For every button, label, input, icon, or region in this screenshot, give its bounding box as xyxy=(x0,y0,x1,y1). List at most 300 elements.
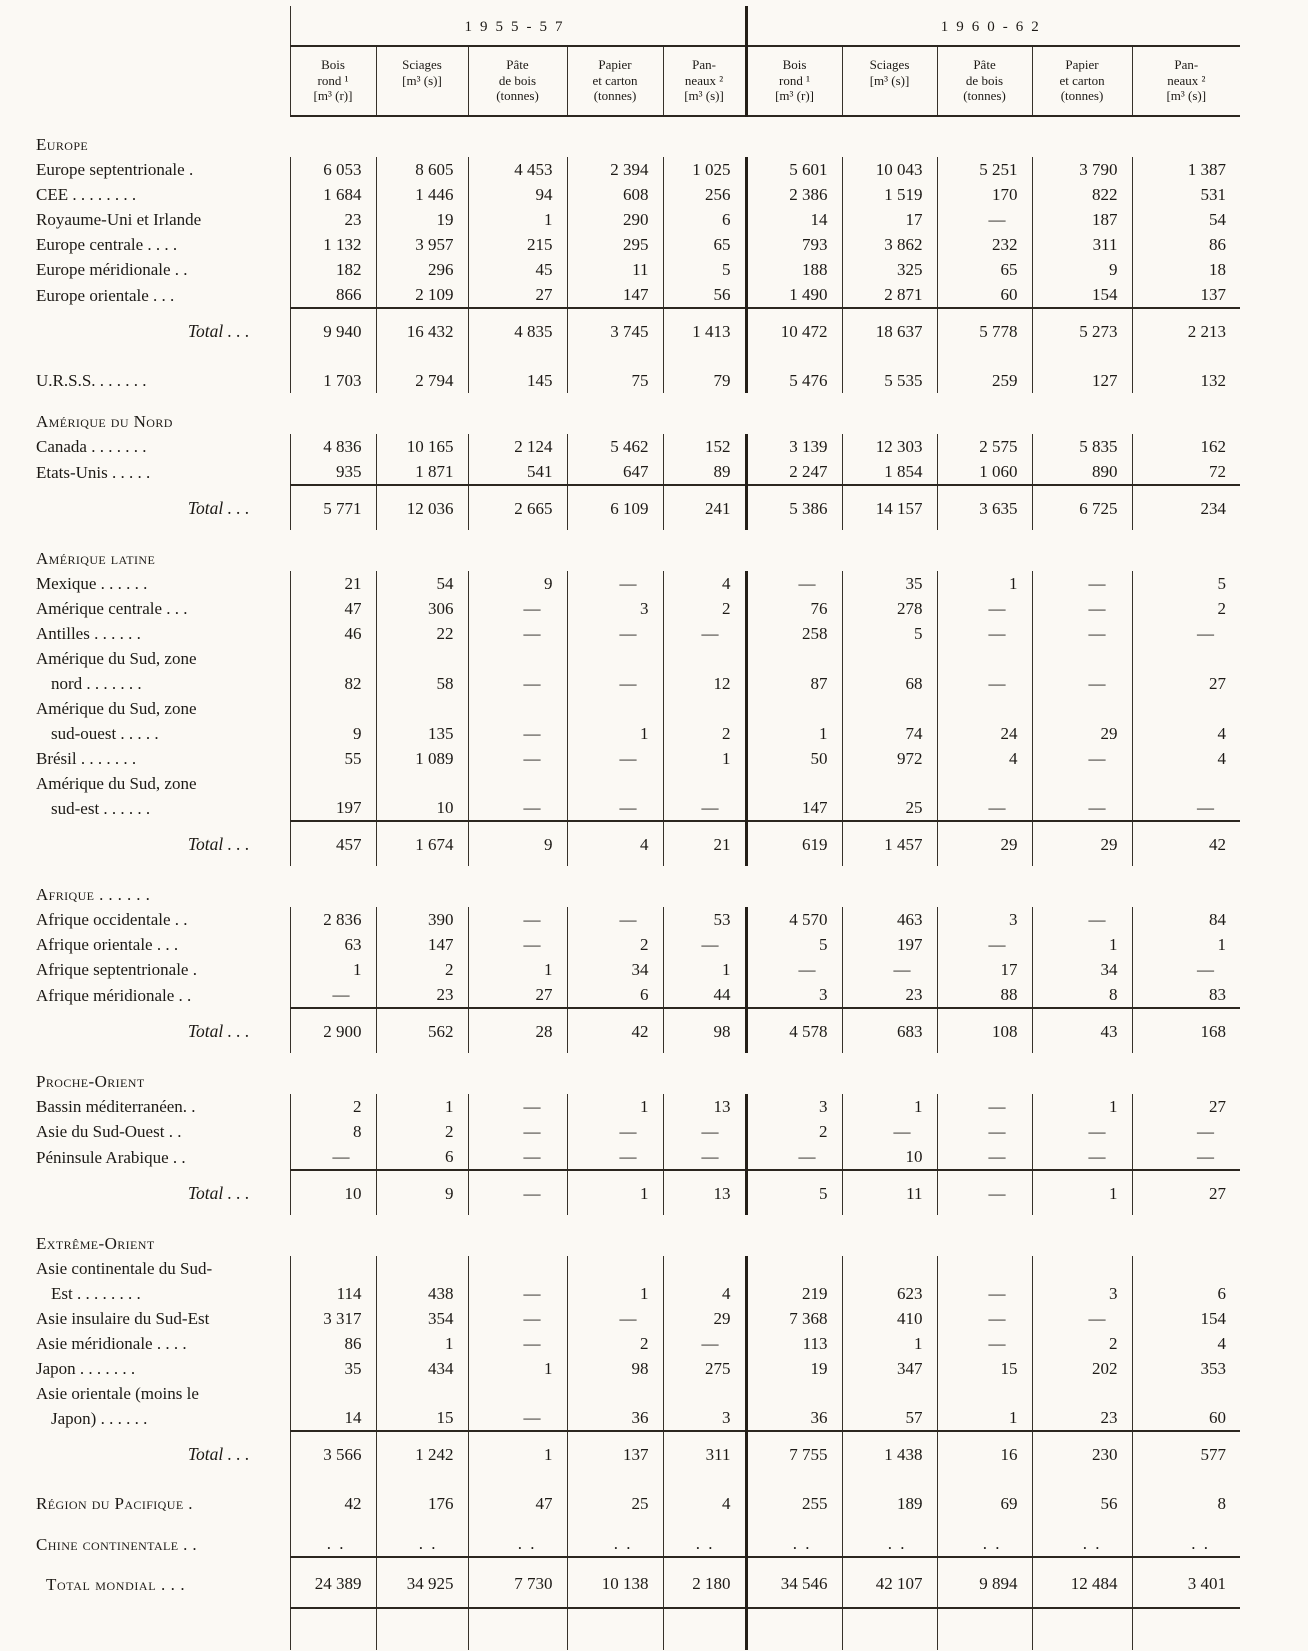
value-cell: 27 xyxy=(1132,646,1240,696)
row-label: Europe centrale . . . . xyxy=(36,234,178,254)
value-cell: 197 xyxy=(842,932,937,957)
value-cell: 4 xyxy=(567,821,663,866)
value-cell: — xyxy=(663,1144,746,1170)
value-cell: — xyxy=(567,1119,663,1144)
value-cell: 1 446 xyxy=(376,182,468,207)
value-cell xyxy=(376,1608,468,1650)
value-cell: — xyxy=(937,1306,1032,1331)
value-cell: 113 xyxy=(746,1331,842,1356)
value-cell: 5 386 xyxy=(746,485,842,530)
column-header-bois-rond-1955-57: Bois rond ¹ [m³ (r)] xyxy=(290,46,376,116)
value-cell: — xyxy=(567,771,663,821)
value-cell: 215 xyxy=(468,232,567,257)
stub-header xyxy=(0,6,290,46)
value-cell: 108 xyxy=(937,1008,1032,1053)
value-cell: 147 xyxy=(376,932,468,957)
value-cell: 132 xyxy=(1132,353,1240,393)
row-label: U.R.S.S. . . . . . . xyxy=(36,370,147,390)
value-cell: 10 xyxy=(290,1170,376,1215)
value-cell: 154 xyxy=(1032,282,1132,308)
value-cell: — xyxy=(937,596,1032,621)
period-label-1955-57: 1955-57 xyxy=(290,6,746,46)
data-row xyxy=(0,932,1240,957)
value-cell: 434 xyxy=(376,1356,468,1381)
value-cell: 13 xyxy=(663,1170,746,1215)
row-label: Asie orientale (moins le Japon) . . . . . . xyxy=(36,1383,199,1428)
value-cell: 36 xyxy=(746,1381,842,1431)
row-label: Afrique . . . . . . xyxy=(36,884,151,904)
value-cell: 19 xyxy=(376,207,468,232)
section-row xyxy=(0,530,1240,571)
value-cell: 2 180 xyxy=(663,1557,746,1608)
column-header-papier-et-carton-1955-57: Papier et carton (tonnes) xyxy=(567,46,663,116)
row-label: Total . . . xyxy=(187,1182,250,1203)
data-row xyxy=(0,982,1240,1008)
value-cell: 137 xyxy=(1132,282,1240,308)
value-cell: 4 xyxy=(1132,696,1240,746)
value-cell: . . xyxy=(376,1516,468,1557)
value-cell: 43 xyxy=(1032,1008,1132,1053)
value-cell: 1 519 xyxy=(842,182,937,207)
value-cell: 5 273 xyxy=(1032,308,1132,353)
value-cell: . . xyxy=(663,1516,746,1557)
filler-row xyxy=(0,1608,1240,1650)
value-cell: 1 xyxy=(746,696,842,746)
value-cell: — xyxy=(468,1256,567,1306)
value-cell: 5 476 xyxy=(746,353,842,393)
value-cell: 457 xyxy=(290,821,376,866)
value-cell: — xyxy=(842,957,937,982)
value-cell: 1 xyxy=(567,1094,663,1119)
value-cell: — xyxy=(937,1144,1032,1170)
data-row xyxy=(0,459,1240,485)
row-label: Asie du Sud-Ouest . . xyxy=(36,1121,182,1141)
column-header-sciages-1955-57: Sciages [m³ (s)] xyxy=(376,46,468,116)
value-cell: 25 xyxy=(567,1476,663,1516)
value-cell: 17 xyxy=(842,207,937,232)
value-cell: 1 xyxy=(937,1381,1032,1431)
value-cell: 1 xyxy=(376,1331,468,1356)
data-row xyxy=(0,1476,1240,1516)
column-header-panneaux-1955-57: Pan- neaux ² [m³ (s)] xyxy=(663,46,746,116)
value-cell: 83 xyxy=(1132,982,1240,1008)
value-cell: 2 xyxy=(663,696,746,746)
value-cell: — xyxy=(937,1256,1032,1306)
section-row xyxy=(0,1053,1240,1094)
value-cell: . . xyxy=(842,1516,937,1557)
value-cell: — xyxy=(468,1094,567,1119)
value-cell: — xyxy=(937,207,1032,232)
value-cell: 137 xyxy=(567,1431,663,1476)
row-label: Japon . . . . . . . xyxy=(36,1358,136,1378)
data-row xyxy=(0,1119,1240,1144)
value-cell: — xyxy=(1032,907,1132,932)
value-cell: 683 xyxy=(842,1008,937,1053)
value-cell: 347 xyxy=(842,1356,937,1381)
value-cell: 1 xyxy=(1032,932,1132,957)
value-cell: 29 xyxy=(663,1306,746,1331)
value-cell: 353 xyxy=(1132,1356,1240,1381)
value-cell: 4 578 xyxy=(746,1008,842,1053)
value-cell: 4 836 xyxy=(290,434,376,459)
value-cell: 4 xyxy=(663,571,746,596)
value-cell: 311 xyxy=(663,1431,746,1476)
value-cell: 2 xyxy=(1032,1331,1132,1356)
data-row xyxy=(0,257,1240,282)
section-row xyxy=(0,116,1240,157)
value-cell: — xyxy=(1032,646,1132,696)
value-cell: 256 xyxy=(663,182,746,207)
value-cell: — xyxy=(567,1144,663,1170)
row-label: Brésil . . . . . . . xyxy=(36,748,137,768)
value-cell: . . xyxy=(290,1516,376,1557)
value-cell: — xyxy=(567,907,663,932)
value-cell: 145 xyxy=(468,353,567,393)
value-cell: 972 xyxy=(842,746,937,771)
value-cell: 114 xyxy=(290,1256,376,1306)
value-cell: 3 139 xyxy=(746,434,842,459)
value-cell: 4 xyxy=(663,1476,746,1516)
value-cell: 2 386 xyxy=(746,182,842,207)
column-header-pate-de-bois-1960-62: Pâte de bois (tonnes) xyxy=(937,46,1032,116)
value-cell: 2 xyxy=(376,1119,468,1144)
value-cell: 5 xyxy=(663,257,746,282)
value-cell: 1 xyxy=(1032,1170,1132,1215)
data-row xyxy=(0,1256,1240,1306)
data-row xyxy=(0,1331,1240,1356)
value-cell: — xyxy=(468,696,567,746)
value-cell: — xyxy=(663,621,746,646)
value-cell: 258 xyxy=(746,621,842,646)
value-cell: — xyxy=(937,646,1032,696)
row-label: Asie méridionale . . . . xyxy=(36,1333,187,1353)
value-cell: 647 xyxy=(567,459,663,485)
row-label: Chine continentale . . xyxy=(36,1534,198,1554)
row-label: Amérique du Sud, zone nord . . . . . . . xyxy=(36,648,197,693)
row-label: Canada . . . . . . . xyxy=(36,436,147,456)
value-cell: 1 xyxy=(376,1094,468,1119)
value-cell: 1 438 xyxy=(842,1431,937,1476)
value-cell: 202 xyxy=(1032,1356,1132,1381)
value-cell: 410 xyxy=(842,1306,937,1331)
value-cell: 290 xyxy=(567,207,663,232)
stub-header-cell xyxy=(0,46,290,116)
data-row xyxy=(0,1356,1240,1381)
value-cell: 79 xyxy=(663,353,746,393)
row-label: Total . . . xyxy=(187,1020,250,1041)
value-cell: — xyxy=(842,1119,937,1144)
value-cell: 21 xyxy=(663,821,746,866)
value-cell: 5 778 xyxy=(937,308,1032,353)
value-cell: 86 xyxy=(1132,232,1240,257)
value-cell: 2 xyxy=(567,932,663,957)
value-cell: 4 835 xyxy=(468,308,567,353)
value-cell: 12 xyxy=(663,646,746,696)
value-cell: 45 xyxy=(468,257,567,282)
value-cell: 6 109 xyxy=(567,485,663,530)
data-row xyxy=(0,746,1240,771)
value-cell: 74 xyxy=(842,696,937,746)
data-row xyxy=(0,621,1240,646)
value-cell: 5 462 xyxy=(567,434,663,459)
value-cell: — xyxy=(937,621,1032,646)
value-cell: — xyxy=(468,771,567,821)
row-label: Antilles . . . . . . xyxy=(36,623,141,643)
value-cell: 98 xyxy=(663,1008,746,1053)
data-row xyxy=(0,282,1240,308)
value-cell: 34 546 xyxy=(746,1557,842,1608)
value-cell: — xyxy=(567,746,663,771)
value-cell: 23 xyxy=(376,982,468,1008)
value-cell: 12 484 xyxy=(1032,1557,1132,1608)
value-cell: 1 xyxy=(468,1431,567,1476)
value-cell: 19 xyxy=(746,1356,842,1381)
value-cell: 15 xyxy=(937,1356,1032,1381)
value-cell: 1 242 xyxy=(376,1431,468,1476)
value-cell: 3 745 xyxy=(567,308,663,353)
value-cell: — xyxy=(1132,1144,1240,1170)
total-row xyxy=(0,1431,1240,1476)
value-cell: — xyxy=(468,1306,567,1331)
value-cell: — xyxy=(663,932,746,957)
value-cell: — xyxy=(1032,621,1132,646)
value-cell: 50 xyxy=(746,746,842,771)
value-cell: 182 xyxy=(290,257,376,282)
value-cell: 16 432 xyxy=(376,308,468,353)
value-cell: 42 107 xyxy=(842,1557,937,1608)
value-cell: 541 xyxy=(468,459,567,485)
value-cell: 2 871 xyxy=(842,282,937,308)
value-cell: 36 xyxy=(567,1381,663,1431)
value-cell: 14 157 xyxy=(842,485,937,530)
data-row xyxy=(0,157,1240,182)
value-cell: 6 725 xyxy=(1032,485,1132,530)
value-cell: 55 xyxy=(290,746,376,771)
value-cell: 147 xyxy=(746,771,842,821)
value-cell: — xyxy=(663,1119,746,1144)
value-cell xyxy=(468,1608,567,1650)
data-row xyxy=(0,771,1240,821)
value-cell: — xyxy=(468,932,567,957)
value-cell: 27 xyxy=(468,282,567,308)
value-cell: 2 xyxy=(746,1119,842,1144)
value-cell: 3 xyxy=(567,596,663,621)
row-label: Afrique méridionale . . xyxy=(36,985,192,1005)
value-cell: 27 xyxy=(1132,1094,1240,1119)
value-cell: 13 xyxy=(663,1094,746,1119)
value-cell: 1 xyxy=(567,1256,663,1306)
period-label-1960-62: 1960-62 xyxy=(746,6,1240,46)
value-cell: 1 674 xyxy=(376,821,468,866)
value-cell: — xyxy=(1132,771,1240,821)
value-cell: 9 xyxy=(468,821,567,866)
value-cell: 2 665 xyxy=(468,485,567,530)
value-cell xyxy=(1132,1608,1240,1650)
value-cell: 35 xyxy=(842,571,937,596)
section-row xyxy=(0,866,1240,907)
value-cell: 47 xyxy=(468,1476,567,1516)
value-cell: — xyxy=(468,1170,567,1215)
value-cell: — xyxy=(937,932,1032,957)
column-header-row xyxy=(0,46,1240,116)
column-header-papier-et-carton-1960-62: Papier et carton (tonnes) xyxy=(1032,46,1132,116)
value-cell: 2 575 xyxy=(937,434,1032,459)
value-cell: 2 794 xyxy=(376,353,468,393)
value-cell: — xyxy=(290,982,376,1008)
value-cell: 6 xyxy=(663,207,746,232)
value-cell: 1 025 xyxy=(663,157,746,182)
value-cell: 54 xyxy=(1132,207,1240,232)
value-cell: 10 472 xyxy=(746,308,842,353)
value-cell: 1 xyxy=(663,957,746,982)
value-cell: — xyxy=(746,571,842,596)
data-row xyxy=(0,1094,1240,1119)
value-cell xyxy=(937,1608,1032,1650)
value-cell: — xyxy=(1032,571,1132,596)
section-row xyxy=(0,1215,1240,1256)
value-cell: 935 xyxy=(290,459,376,485)
value-cell: 8 xyxy=(290,1119,376,1144)
value-cell: 42 xyxy=(290,1476,376,1516)
value-cell: 11 xyxy=(567,257,663,282)
value-cell: 3 xyxy=(1032,1256,1132,1306)
value-cell: 35 xyxy=(290,1356,376,1381)
row-label: Amérique centrale . . . xyxy=(36,598,188,618)
value-cell: 6 xyxy=(376,1144,468,1170)
value-cell: 75 xyxy=(567,353,663,393)
value-cell: 135 xyxy=(376,696,468,746)
value-cell: 255 xyxy=(746,1476,842,1516)
value-cell: 9 894 xyxy=(937,1557,1032,1608)
value-cell: . . xyxy=(937,1516,1032,1557)
value-cell: — xyxy=(663,771,746,821)
row-label: Afrique septentrionale . xyxy=(36,959,197,979)
value-cell: 4 570 xyxy=(746,907,842,932)
value-cell: 8 xyxy=(1032,982,1132,1008)
value-cell: 1 854 xyxy=(842,459,937,485)
value-cell: 9 xyxy=(290,696,376,746)
value-cell: . . xyxy=(1132,1516,1240,1557)
value-cell: 1 xyxy=(567,696,663,746)
value-cell: — xyxy=(1032,1144,1132,1170)
value-cell: 162 xyxy=(1132,434,1240,459)
data-row xyxy=(0,957,1240,982)
value-cell: 3 566 xyxy=(290,1431,376,1476)
value-cell: — xyxy=(937,1119,1032,1144)
value-cell: 10 xyxy=(376,771,468,821)
value-cell: 577 xyxy=(1132,1431,1240,1476)
value-cell: — xyxy=(937,771,1032,821)
value-cell: 1 387 xyxy=(1132,157,1240,182)
total-mondial-row xyxy=(0,1557,1240,1608)
value-cell: 29 xyxy=(1032,696,1132,746)
row-label: Mexique . . . . . . xyxy=(36,573,148,593)
value-cell: 219 xyxy=(746,1256,842,1306)
value-cell: 18 637 xyxy=(842,308,937,353)
value-cell: — xyxy=(468,1119,567,1144)
value-cell: — xyxy=(468,646,567,696)
value-cell: 5 xyxy=(842,621,937,646)
value-cell: 325 xyxy=(842,257,937,282)
value-cell: 28 xyxy=(468,1008,567,1053)
value-cell: 72 xyxy=(1132,459,1240,485)
value-cell: 463 xyxy=(842,907,937,932)
value-cell: 65 xyxy=(663,232,746,257)
value-cell: 2 xyxy=(376,957,468,982)
value-cell: 7 368 xyxy=(746,1306,842,1331)
value-cell: 9 xyxy=(376,1170,468,1215)
row-label: Amérique du Nord xyxy=(36,411,173,431)
value-cell: 4 xyxy=(1132,746,1240,771)
value-cell: 42 xyxy=(1132,821,1240,866)
data-row xyxy=(0,696,1240,746)
row-label: Afrique orientale . . . xyxy=(36,934,179,954)
row-label: Amérique du Sud, zone sud-est . . . . . . xyxy=(36,773,197,818)
value-cell: — xyxy=(1032,1119,1132,1144)
value-cell: 152 xyxy=(663,434,746,459)
value-cell: 793 xyxy=(746,232,842,257)
value-cell: 1 132 xyxy=(290,232,376,257)
value-cell: 4 453 xyxy=(468,157,567,182)
value-cell: 354 xyxy=(376,1306,468,1331)
value-cell: 76 xyxy=(746,596,842,621)
value-cell: . . xyxy=(468,1516,567,1557)
value-cell: 15 xyxy=(376,1381,468,1431)
value-cell: 1 xyxy=(468,1356,567,1381)
value-cell: — xyxy=(937,1331,1032,1356)
value-cell: — xyxy=(468,621,567,646)
value-cell: 608 xyxy=(567,182,663,207)
value-cell: 23 xyxy=(842,982,937,1008)
value-cell xyxy=(1032,1608,1132,1650)
value-cell: 8 605 xyxy=(376,157,468,182)
row-label: Total . . . xyxy=(187,320,250,341)
value-cell: — xyxy=(290,1144,376,1170)
value-cell: 94 xyxy=(468,182,567,207)
value-cell: 562 xyxy=(376,1008,468,1053)
value-cell: 2 900 xyxy=(290,1008,376,1053)
value-cell: 2 109 xyxy=(376,282,468,308)
value-cell: 23 xyxy=(290,207,376,232)
column-header-sciages-1960-62: Sciages [m³ (s)] xyxy=(842,46,937,116)
value-cell: 531 xyxy=(1132,182,1240,207)
value-cell: 6 xyxy=(567,982,663,1008)
value-cell: 98 xyxy=(567,1356,663,1381)
value-cell: . . xyxy=(1032,1516,1132,1557)
value-cell: 10 165 xyxy=(376,434,468,459)
value-cell: 822 xyxy=(1032,182,1132,207)
value-cell: 278 xyxy=(842,596,937,621)
value-cell: 58 xyxy=(376,646,468,696)
value-cell: 259 xyxy=(937,353,1032,393)
value-cell: 46 xyxy=(290,621,376,646)
value-cell: 69 xyxy=(937,1476,1032,1516)
value-cell: 127 xyxy=(1032,353,1132,393)
row-label: Péninsule Arabique . . xyxy=(36,1147,186,1167)
value-cell: 60 xyxy=(1132,1381,1240,1431)
value-cell: 241 xyxy=(663,485,746,530)
value-cell: 438 xyxy=(376,1256,468,1306)
value-cell: — xyxy=(468,596,567,621)
data-row xyxy=(0,353,1240,393)
value-cell: — xyxy=(663,1331,746,1356)
value-cell: — xyxy=(567,571,663,596)
value-cell: 5 xyxy=(1132,571,1240,596)
value-cell: 89 xyxy=(663,459,746,485)
value-cell: 56 xyxy=(1032,1476,1132,1516)
data-row xyxy=(0,1306,1240,1331)
value-cell xyxy=(567,1608,663,1650)
